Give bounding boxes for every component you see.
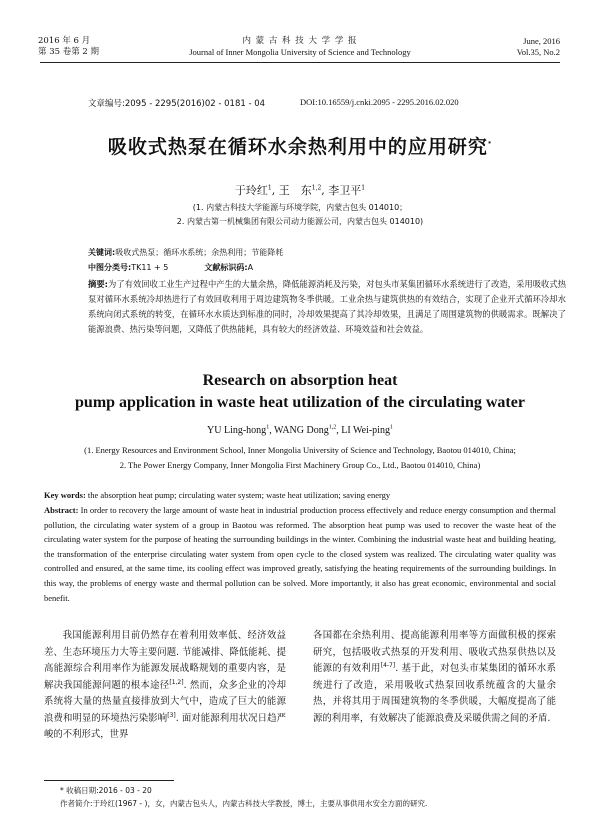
- clc-label: 中图分类号:: [88, 263, 132, 272]
- doi-text: DOI:10.16559/j.cnki.2095 - 2295.2016.02.020: [300, 97, 459, 107]
- title-en-line-2: pump application in waste heat utilization of the circulating water: [75, 394, 525, 411]
- issue-date: 2016 年 6 月: [38, 36, 91, 46]
- keywords-en: [44, 488, 556, 503]
- abstract-en-text: In order to recovery the large amount of waste heat in industrial production process effectively and reduce energy consumption and thermal pollution, the circulating water system of a group in Baotou was reformed. The absorption heat pump was used to recover the waste heat of the circulating water system for the purpose of heating the surrounding buildings in the winter. Combining the industrial waste heat and building heating, the transformation of the enterprise circulating water system from open cycle to the closed system was realized. The circulating water quality was controlled and ensured, at the same time, its cooling effect was improved greatly, satisfying the heating requirements of the surrounding buildings. In this way, the problems of energy waste and thermal pollution can be solved. More importantly, it also has great economic, environmental and social benefit.: [44, 505, 556, 603]
- author-2-en-sup: 1,2: [328, 424, 337, 431]
- volume-issue-cn: 第 35 卷第 2 期: [38, 47, 100, 57]
- clc-value: TK11 + 5: [131, 263, 169, 272]
- abstract-cn-label: 摘要:: [88, 279, 108, 289]
- footnote-bio: 作者简介:于玲红(1967 - )，女，内蒙古包头人，内蒙古科技大学教授，博士，主要从事供用水安全方面的研究.: [60, 799, 428, 808]
- author-1-en: YU Ling-hong: [207, 425, 267, 436]
- citation: [3]: [167, 711, 176, 719]
- doc-code-value: A: [247, 263, 254, 272]
- doc-code-label: 文献标识码:: [204, 263, 248, 272]
- citation: [4-7]: [380, 661, 396, 669]
- body-col2-rest: . 基于此，对包头市某集团的循环水系统进行了改造，采用吸收式热泵回收系统蕴含的大量余热，并将其用于周围建筑物的冬季供暖，大幅度提高了能源的利用率，有效解决了能源浪费及采暖供需之间的矛盾.: [313, 663, 556, 724]
- keywords-cn-text: 吸收式热泵；循环水系统；余热利用；节能降耗: [115, 248, 284, 257]
- journal-name-cn: 内 蒙 古 科 技 大 学 学 报: [242, 36, 358, 46]
- abstract-cn-text: 为了有效回收工业生产过程中产生的大量余热，降低能源消耗及污染，对包头市某集团循环水系统进行了改造，采用吸收式热泵对循环水系统冷却热进行了有效回收利用于周边建筑物冬季供暖。工业余热与建筑供热的有效结合，实现了企业开式循环冷却水系统向闭式系统的转变，在循环水水质达到标准的同时，冷却效果提高了其冷却效果，且满足了周围建筑物的供暖需求。既解决了能源浪费、热污染等问题，又降低了供热能耗，具有较大的经济效益、环境效益和社会效益。: [88, 279, 566, 334]
- article-number-text: 文章编号:2095 - 2295(2016)02 - 0181 - 04: [88, 99, 266, 109]
- author-1-cn: 于玲红: [234, 184, 268, 197]
- keywords-en-text: the absorption heat pump; circulating water system; waste heat utilization; saving energy: [87, 490, 391, 500]
- affiliation-cn-1: (1. 内蒙古科技大学能源与环境学院，内蒙古包头 014010；: [192, 203, 408, 212]
- author-3-cn: , 李卫平: [321, 184, 362, 197]
- issue-date-en: June, 2016: [523, 36, 560, 46]
- author-2-cn: , 王 东: [271, 184, 312, 197]
- abstract-en: [44, 503, 556, 605]
- author-3-sup: 1: [361, 184, 366, 192]
- body-col1-rest: . 然而，众多企业的冷却系统将大量的热量直接排放到大气中，造成了巨大的能源浪费和明显的环境热污染影响: [44, 679, 286, 724]
- title-cn: [0, 132, 600, 159]
- title-en-line-1: Research on absorption heat: [202, 372, 398, 389]
- header-rule: [40, 62, 560, 63]
- header-center: [0, 36, 600, 58]
- body-column-2: [313, 628, 556, 727]
- author-2-sup: 1,2: [311, 184, 322, 192]
- body-col1-text: 我国能源利用目前仍然存在着利用效率低、经济效益差、生态环境压力大等主要问题. 节能减排、降低能耗、提高能源综合利用率作为能源发展战略规划的重要内容，是解决我国能源问题的根本途径: [44, 630, 286, 691]
- body-column-1: [44, 628, 286, 744]
- author-2-en: , WANG Dong: [269, 425, 329, 436]
- authors-en: [0, 425, 600, 436]
- affiliation-en-1: (1. Energy Resources and Environment School, Inner Mongolia University of Science and Technology, Baotou 014010, China;: [84, 445, 516, 455]
- authors-cn: [0, 182, 600, 198]
- journal-name-en: Journal of Inner Mongolia University of Science and Technology: [189, 47, 411, 57]
- title-mark: *: [487, 140, 493, 148]
- abstract-en-label: Abstract:: [44, 505, 79, 515]
- article-number: [88, 97, 265, 109]
- body-col2-text: 各国都在余热利用、提高能源利用率等方面做积极的探索研究，包括吸收式热泵的开发利用、吸收式热泵供热以及能源的有效利用: [313, 630, 556, 674]
- author-3-en: , LI Wei-ping: [336, 425, 390, 436]
- classification: [88, 261, 568, 275]
- keywords-en-label: Key words:: [44, 490, 86, 500]
- affiliation-cn-2: 2. 内蒙古第一机械集团有限公司动力能源公司，内蒙古包头 014010): [176, 217, 424, 226]
- keywords-cn: [88, 246, 568, 260]
- volume-issue-en: Vol.35, No.2: [516, 47, 560, 57]
- author-3-en-sup: 1: [389, 424, 393, 431]
- author-1-sup: 1: [267, 184, 272, 192]
- body-col1-tail: . 面对能源利用状况日趋严峻的不利形式，世界: [44, 712, 286, 740]
- abstract-cn: [88, 277, 566, 337]
- title-en: [0, 370, 600, 414]
- footnote-rule: [44, 780, 174, 781]
- doi: [300, 97, 459, 107]
- title-cn-text: 吸收式热泵在循环水余热利用中的应用研究: [107, 136, 488, 158]
- keywords-cn-label: 关键词:: [88, 248, 116, 257]
- affiliation-en-2: 2. The Power Energy Company, Inner Mongolia First Machinery Group Co., Ltd., Baotou 014010, China): [119, 460, 481, 470]
- citation: [1,2]: [169, 678, 184, 686]
- footnote-received: * 收稿日期:2016 - 03 - 20: [60, 786, 152, 795]
- header-right: [517, 36, 560, 58]
- author-1-en-sup: 1: [266, 424, 270, 431]
